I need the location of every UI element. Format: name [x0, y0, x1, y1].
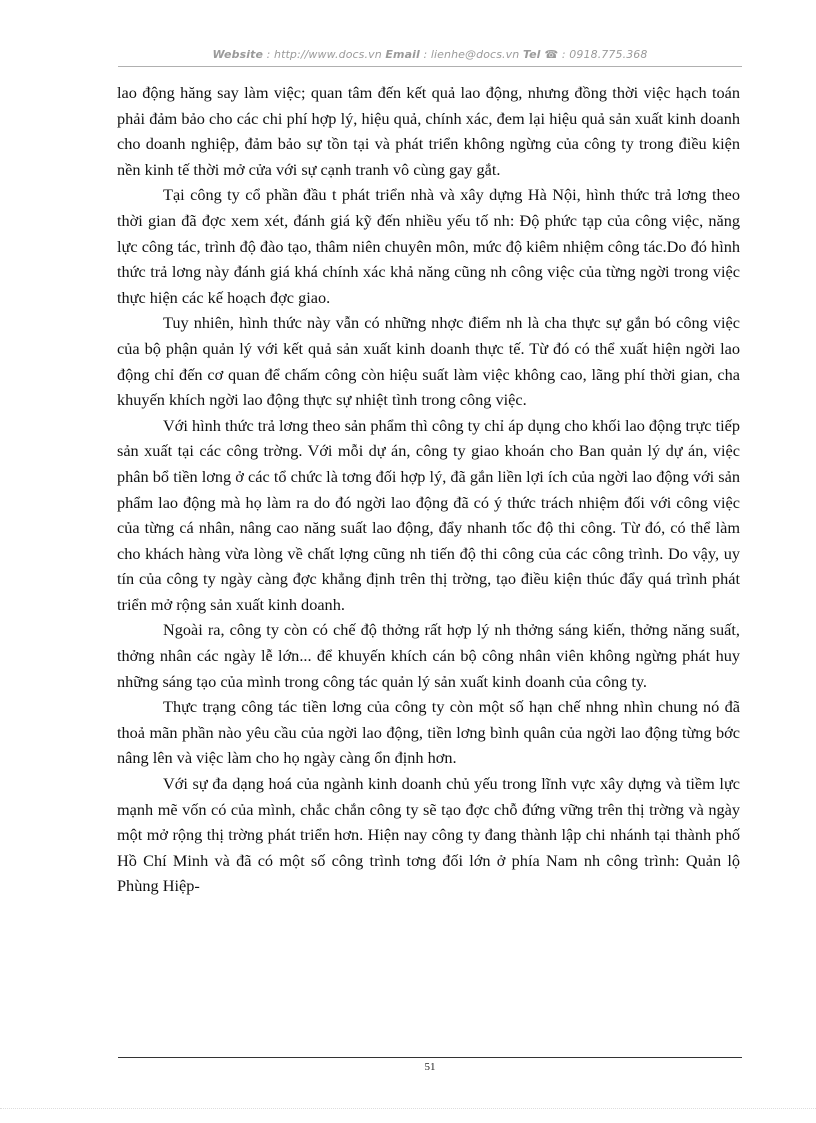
header-email-value: : lienhe@docs.vn: [423, 48, 520, 61]
paragraph: Với sự đa dạng hoá của ngành kinh doanh chủ yếu trong lĩnh vực xây dựng và tiềm lực mạnh mẽ vốn có của mình, chắc chắn công ty sẽ tạo đợc chỗ đứng vững trên thị trờng và ngày một mở rộng thị trờng phát triển hơn. Hiện nay công ty đang thành lập chi nhánh tại thành phố Hồ Chí Minh và đã có một số công trình tơng đối lớn ở phía Nam nh công trình: Quản lộ Phùng Hiệp-: [117, 774, 740, 896]
header-tel-label: Tel ☎: [522, 48, 559, 61]
header-divider: [118, 66, 742, 67]
paragraph-continuation: lao động hăng say làm việc; quan tâm đến kết quả lao động, nhưng đồng thời việc hạch toán phải đảm bảo cho các chi phí hợp lý, hiệu quả, chính xác, đem lại hiệu quả sản xuất kinh doanh cho doanh nghiệp, đảm bảo sự tồn tại và phát triển không ngừng của công ty trong điều kiện nền kinh tế thời mở cửa với sự cạnh tranh vô cùng gay gắt.: [117, 83, 740, 179]
page-number: 51: [424, 1061, 436, 1073]
paragraph: Tuy nhiên, hình thức này vẫn có những nhợc điểm nh là cha thực sự gắn bó công việc của bộ phận quản lý với kết quả sản xuất kinh doanh thực tế. Từ đó có thể xuất hiện ngời lao động chỉ đến cơ quan để chấm công còn hiệu suất làm việc không cao, lãng phí thời gian, cha khuyến khích ngời lao động thực sự nhiệt tình trong công việc.: [117, 313, 740, 410]
page-bottom-border: [0, 1108, 816, 1109]
paragraph: Với hình thức trả lơng theo sản phẩm thì công ty chỉ áp dụng cho khối lao động trực tiếp sản xuất tại các công trờng. Với mỗi dự án, công ty giao khoán cho Ban quản lý dự án, việc phân bổ tiền lơng ở các tổ chức là tơng đối hợp lý, đã gắn liền lợi ích của ngời lao động với sản phẩm lao động mà họ làm ra do đó ngời lao động đã có ý thức trách nhiệm đối với công việc của từng cá nhân, nâng cao năng suất lao động, đẩy nhanh tốc độ thi công. Từ đó, có thể làm cho khách hàng vừa lòng về chất lợng cũng nh tiến độ thi công của các công trình. Do vậy, uy tín của công ty ngày càng đợc khẳng định trên thị trờng, tạo điều kiện thúc đẩy quá trình phát triển mở rộng sản xuất kinh doanh.: [117, 415, 741, 614]
header-website-label: Website: [212, 48, 264, 61]
paragraph: Ngoài ra, công ty còn có chế độ thởng rất hợp lý nh thởng sáng kiến, thởng năng suất, thởng nhân các ngày lễ lớn... để khuyến khích cán bộ công nhân viên không ngừng phát huy những sáng tạo của mình trong công tác quản lý sản xuất kinh doanh của công ty.: [117, 620, 740, 691]
header-tel-value: : 0918.775.368: [561, 48, 648, 61]
paragraph: Tại công ty cổ phần đầu t phát triển nhà và xây dựng Hà Nội, hình thức trả lơng theo thời gian đã đợc xem xét, đánh giá kỹ đến nhiều yếu tố nh: Độ phức tạp của công việc, năng lực công tác, trình độ đào tạo, thâm niên chuyên môn, mức độ kiêm nhiệm công tác.Do đó hình thức trả lơng này đánh giá khá chính xác khả năng cũng nh công việc của từng ngời trong việc thực hiện các kế hoạch đợc giao.: [117, 185, 740, 307]
footer-divider: [118, 1057, 742, 1058]
page-header: [118, 48, 742, 61]
document-body: [117, 80, 740, 899]
header-website-value: : http://www.docs.vn: [266, 48, 382, 61]
paragraph: Thực trạng công tác tiền lơng của công ty còn một số hạn chế nhng nhìn chung nó đã thoả mãn phần nào yêu cầu của ngời lao động, tiền lơng bình quân của ngời lao động từng bớc nâng lên và việc làm cho họ ngày càng ổn định hơn.: [117, 697, 740, 768]
header-email-label: Email: [385, 48, 420, 61]
